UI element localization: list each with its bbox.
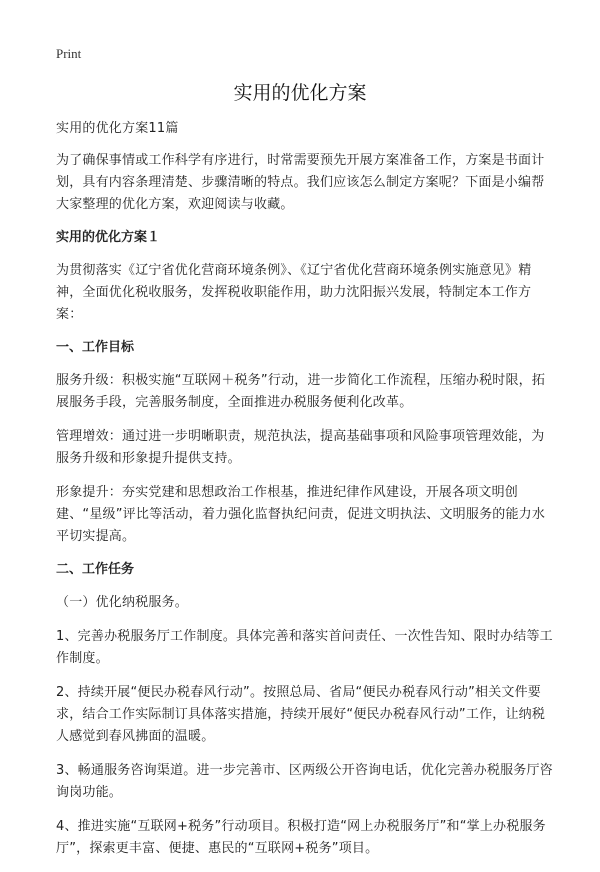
goal-paragraph-3: 形象提升：夯实党建和思想政治工作根基，推进纪律作风建设，开展各项文明创建、“星级”评比等活动，着力强化监督执纪问责，促进文明执法、文明服务的能力水平切实提高。 — [56, 485, 546, 544]
document-subtitle: 实用的优化方案11篇 — [56, 121, 179, 136]
document-body — [56, 118, 556, 872]
task-paragraph-3: 3、畅通服务咨询渠道。进一步完善市、区两级公开咨询电话，优化完善办税服务厅咨询岗功能。 — [56, 763, 553, 800]
task-paragraph-1: 1、完善办税服务厅工作制度。具体完善和落实首问责任、一次性告知、限时办结等工作制度。 — [56, 629, 553, 666]
intro-paragraph: 为了确保事情或工作科学有序进行，时常需要预先开展方案准备工作，方案是书面计划，具有内容条理清楚、步骤清晰的特点。我们应该怎么制定方案呢？下面是小编帮大家整理的优化方案，欢迎阅读与收藏。 — [56, 153, 545, 212]
section-intro-paragraph: 为贯彻落实《辽宁省优化营商环境条例》、《辽宁省优化营商环境条例实施意见》精神，全面优化税收服务，发挥税收职能作用，助力沈阳振兴发展，特制定本工作方案： — [56, 263, 532, 322]
print-link[interactable]: Print — [56, 46, 82, 61]
goal-paragraph-2: 管理增效：通过进一步明晰职责，规范执法，提高基础事项和风险事项管理效能，为服务升级和形象提升提供支持。 — [56, 429, 545, 466]
task-paragraph-4: 4、推进实施“互联网+税务”行动项目。积极打造“网上办税服务厅”和“掌上办税服务厅”，探索更丰富、便捷、惠民的“互联网+税务”项目。 — [56, 819, 546, 856]
task-paragraph-2: 2、持续开展“便民办税春风行动”。按照总局、省局“便民办税春风行动”相关文件要求，结合工作实际制订具体落实措施，持续开展好“便民办税春风行动”工作，让纳税人感觉到春风拂面的温暖。 — [56, 685, 546, 744]
goal-paragraph-1: 服务升级：积极实施“互联网＋税务”行动，进一步简化工作流程，压缩办税时限，拓展服务手段，完善服务制度，全面推进办税服务便利化改革。 — [56, 373, 546, 410]
task-subheading: （一）优化纳税服务。 — [56, 595, 189, 610]
page-title: 实用的优化方案 — [233, 82, 367, 104]
task-heading: 二、工作任务 — [56, 562, 135, 577]
section-heading: 实用的优化方案１ — [56, 230, 161, 245]
goal-heading: 一、工作目标 — [56, 340, 135, 355]
